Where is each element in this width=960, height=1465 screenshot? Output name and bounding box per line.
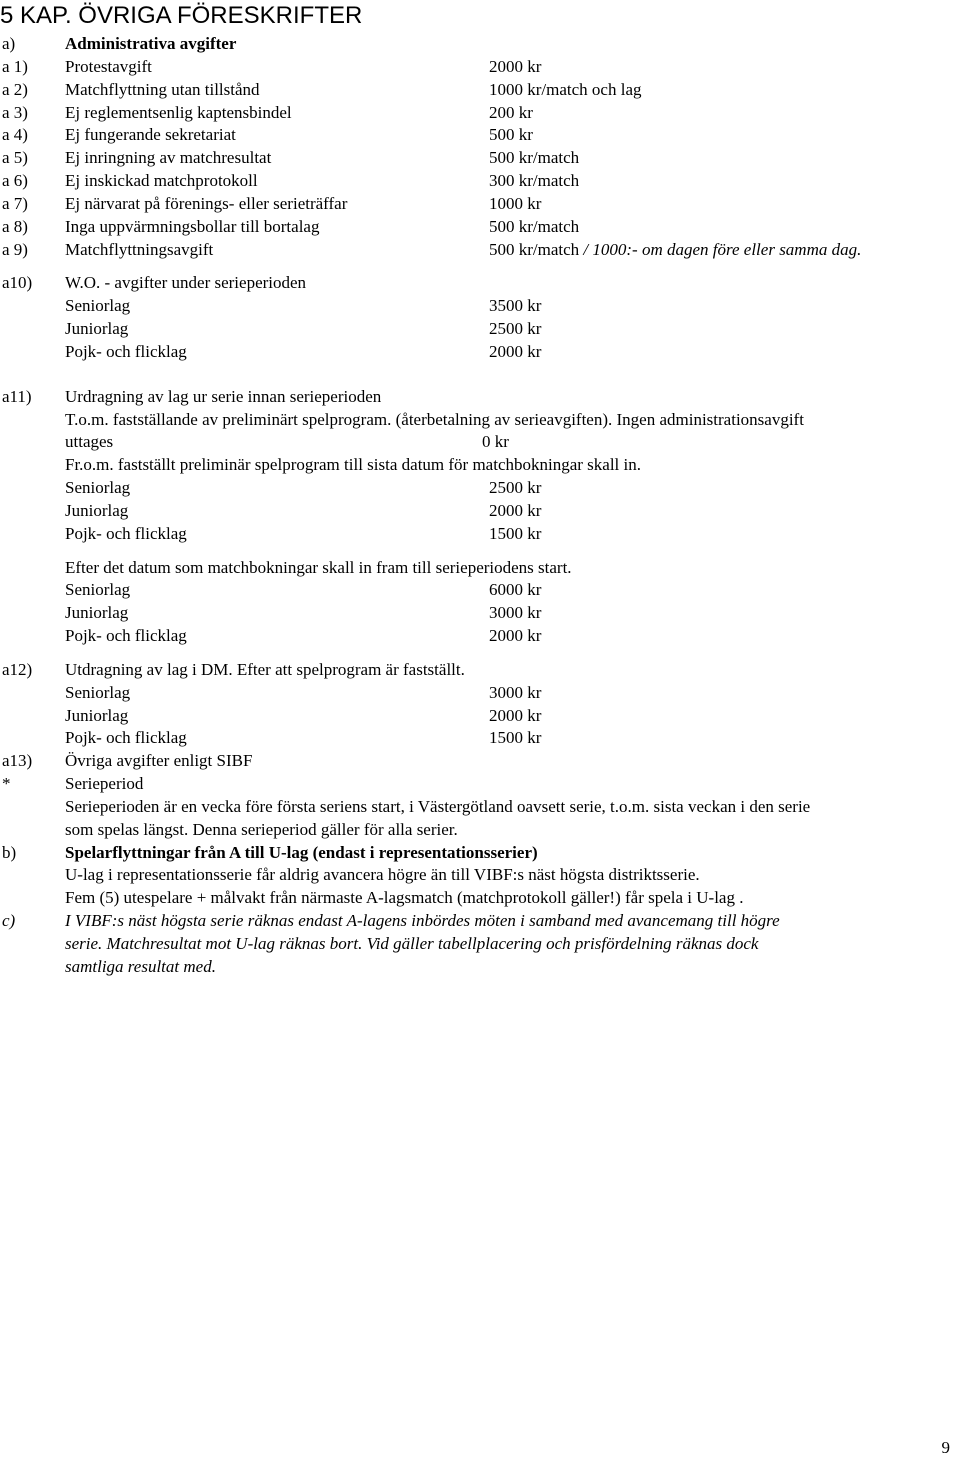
fee-description: Ej inskickad matchprotokoll [65, 171, 258, 190]
section-c-line: samtliga resultat med. [65, 957, 216, 976]
a13-code: a13) [2, 751, 33, 770]
team-label: Pojk- och flicklag [65, 626, 187, 645]
fee-amount: 500 kr [489, 125, 533, 144]
a10-code: a10) [2, 273, 33, 292]
page-title: 5 KAP. ÖVRIGA FÖRESKRIFTER [0, 2, 363, 29]
section-c-line: serie. Matchresultat mot U-lag räknas bort. Vid gäller tabellplacering och prisfördelning räknas dock [65, 934, 759, 953]
team-amount: 2000 kr [489, 626, 542, 645]
team-label: Juniorlag [65, 706, 129, 725]
fee-amount: 1000 kr [489, 194, 542, 213]
a11-paragraph-line: uttages [65, 432, 114, 451]
team-label: Pojk- och flicklag [65, 728, 187, 747]
fee-code: a 3) [2, 103, 28, 122]
team-amount: 2000 kr [489, 342, 542, 361]
fee-amount: 2000 kr [489, 57, 542, 76]
team-label: Juniorlag [65, 603, 129, 622]
team-amount: 3000 kr [489, 683, 542, 702]
section-c-line: I VIBF:s näst högsta serie räknas endast A-lagens inbördes möten i samband med avancemang till högre [65, 911, 780, 930]
section-b-line: U-lag i representationsserie får aldrig avancera högre än till VIBF:s näst högsta distriktsserie. [65, 865, 700, 884]
serieperiod-line: Serieperioden är en vecka före första seriens start, i Västergötland oavsett serie, t.o.m. sista veckan i den serie [65, 797, 811, 816]
section-a-label: a) [2, 34, 16, 53]
team-label: Juniorlag [65, 501, 129, 520]
fee-description: Ej fungerande sekretariat [65, 125, 236, 144]
fee-amount: 300 kr/match [489, 171, 580, 190]
fee-description: Ej inringning av matchresultat [65, 148, 272, 167]
team-label: Seniorlag [65, 683, 131, 702]
a11-no-fee-amount: 0 kr [482, 432, 509, 451]
team-label: Juniorlag [65, 319, 129, 338]
fee-description: Protestavgift [65, 57, 152, 76]
fee-amount-value: 500 kr/match [489, 240, 580, 259]
fee-code: a 6) [2, 171, 28, 190]
fee-code: a 4) [2, 125, 28, 144]
a11-paragraph-line: Fr.o.m. fastställt preliminär spelprogram till sista datum för matchbokningar skall in. [65, 455, 642, 474]
a11-paragraph-line: Efter det datum som matchbokningar skall in fram till serieperiodens start. [65, 558, 572, 577]
section-b-line: Fem (5) utespelare + målvakt från närmaste A-lagsmatch (matchprotokoll gäller!) får spela i U-lag . [65, 888, 744, 907]
fee-code: a 5) [2, 148, 28, 167]
fee-code: a 8) [2, 217, 28, 236]
team-amount: 6000 kr [489, 580, 542, 599]
team-amount: 2500 kr [489, 319, 542, 338]
team-amount: 3000 kr [489, 603, 542, 622]
fee-description: Matchflyttning utan tillstånd [65, 80, 260, 99]
fee-description: Ej närvarat på förenings- eller serieträffar [65, 194, 348, 213]
a11-paragraph-line: T.o.m. fastställande av preliminärt spelprogram. (återbetalning av serieavgiften). Ingen administrationsavgift [65, 410, 804, 429]
fee-amount: 500 kr/match [489, 217, 580, 236]
a11-code: a11) [2, 387, 32, 406]
team-label: Pojk- och flicklag [65, 342, 187, 361]
team-label: Seniorlag [65, 296, 131, 315]
team-amount: 3500 kr [489, 296, 542, 315]
a13-text: Övriga avgifter enligt SIBF [65, 751, 253, 770]
team-amount: 2500 kr [489, 478, 542, 497]
team-amount: 2000 kr [489, 706, 542, 725]
a11-heading: Urdragning av lag ur serie innan serieperioden [65, 387, 382, 406]
fee-description: Matchflyttningsavgift [65, 240, 214, 259]
team-label: Seniorlag [65, 580, 131, 599]
page-number: 9 [941, 1438, 950, 1457]
fee-code: a 9) [2, 240, 28, 259]
team-amount: 1500 kr [489, 728, 542, 747]
a12-code: a12) [2, 660, 33, 679]
a12-heading: Utdragning av lag i DM. Efter att spelprogram är fastställt. [65, 660, 465, 679]
serieperiod-line: som spelas längst. Denna serieperiod gäller för alla serier. [65, 820, 458, 839]
team-label: Pojk- och flicklag [65, 524, 187, 543]
a10-heading: W.O. - avgifter under serieperioden [65, 273, 307, 292]
team-amount: 2000 kr [489, 501, 542, 520]
section-a-heading: Administrativa avgifter [65, 34, 237, 53]
fee-amount [489, 240, 861, 260]
fee-amount: 1000 kr/match och lag [489, 80, 642, 99]
fee-amount-note: / 1000:- om dagen före eller samma dag. [579, 240, 862, 259]
fee-description: Inga uppvärmningsbollar till bortalag [65, 217, 320, 236]
serieperiod-marker: * [2, 774, 11, 793]
serieperiod-heading: Serieperiod [65, 774, 144, 793]
fee-description: Ej reglementsenlig kaptensbindel [65, 103, 292, 122]
fee-amount: 500 kr/match [489, 148, 580, 167]
section-b-label: b) [2, 843, 17, 862]
fee-code: a 1) [2, 57, 28, 76]
fee-code: a 2) [2, 80, 28, 99]
team-label: Seniorlag [65, 478, 131, 497]
section-c-label: c) [2, 911, 16, 930]
team-amount: 1500 kr [489, 524, 542, 543]
fee-code: a 7) [2, 194, 28, 213]
fee-amount: 200 kr [489, 103, 533, 122]
section-b-heading: Spelarflyttningar från A till U-lag (endast i representationsserier) [65, 843, 538, 862]
